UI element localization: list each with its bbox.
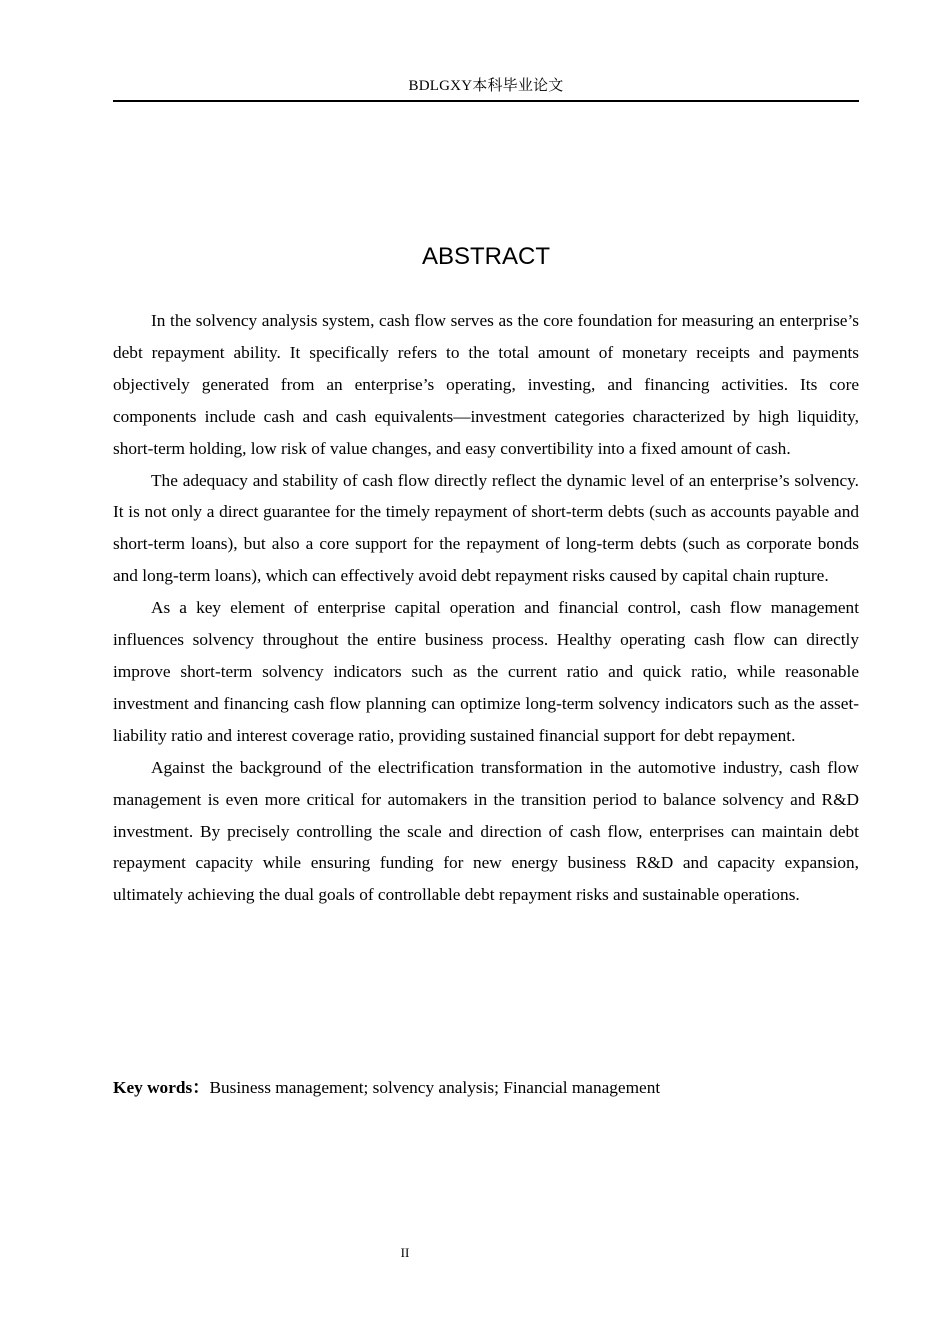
page-header: BDLGXY本科毕业论文 — [408, 78, 564, 94]
page-number: II — [400, 1245, 410, 1260]
page-title: ABSTRACT — [421, 243, 550, 270]
keywords-label: Key words： — [113, 1078, 210, 1097]
abstract-paragraph-3: As a key element of enterprise capital operation and financial control, cash flow management influences solvency throughout the entire business process. Healthy operating cash flow can directly improve short-term solvency indicators such as the current ratio and quick ratio, while reasonable investment and financing cash flow planning can optimize long-term solvency indicators such as the asset-liability ratio and interest coverage ratio, providing sustained financial support for debt repayment. — [113, 598, 859, 745]
keywords-text: Business management; solvency analysis; Financial management — [209, 1078, 661, 1097]
abstract-paragraph-1: In the solvency analysis system, cash flow serves as the core foundation for measuring an enterprise’s debt repayment ability. It specifically refers to the total amount of monetary receipts and payments objectively generated from an enterprise’s operating, investing, and financing activities. Its core components include cash and cash equivalents—investment categories characterized by high liquidity, short-term holding, low risk of value changes, and easy convertibility into a fixed amount of cash. — [113, 311, 859, 458]
abstract-paragraph-4: Against the background of the electrification transformation in the automotive industry, cash flow management is even more critical for automakers in the transition period to balance solvency and R&D investment. By precisely controlling the scale and direction of cash flow, enterprises can maintain debt repayment capacity while ensuring funding for new energy business R&D and capacity expansion, ultimately achieving the dual goals of controllable debt repayment risks and sustainable operations. — [113, 757, 859, 905]
abstract-body — [113, 305, 859, 911]
keywords-line — [113, 1072, 859, 1104]
abstract-paragraph-2: The adequacy and stability of cash flow directly reflect the dynamic level of an enterprise’s solvency. It is not only a direct guarantee for the timely repayment of short-term debts (such as accounts payable and short-term loans), but also a core support for the repayment of long-term debts (such as corporate bonds and long-term loans), which can effectively avoid debt repayment risks caused by capital chain rupture. — [113, 470, 859, 586]
header-divider — [113, 100, 859, 102]
